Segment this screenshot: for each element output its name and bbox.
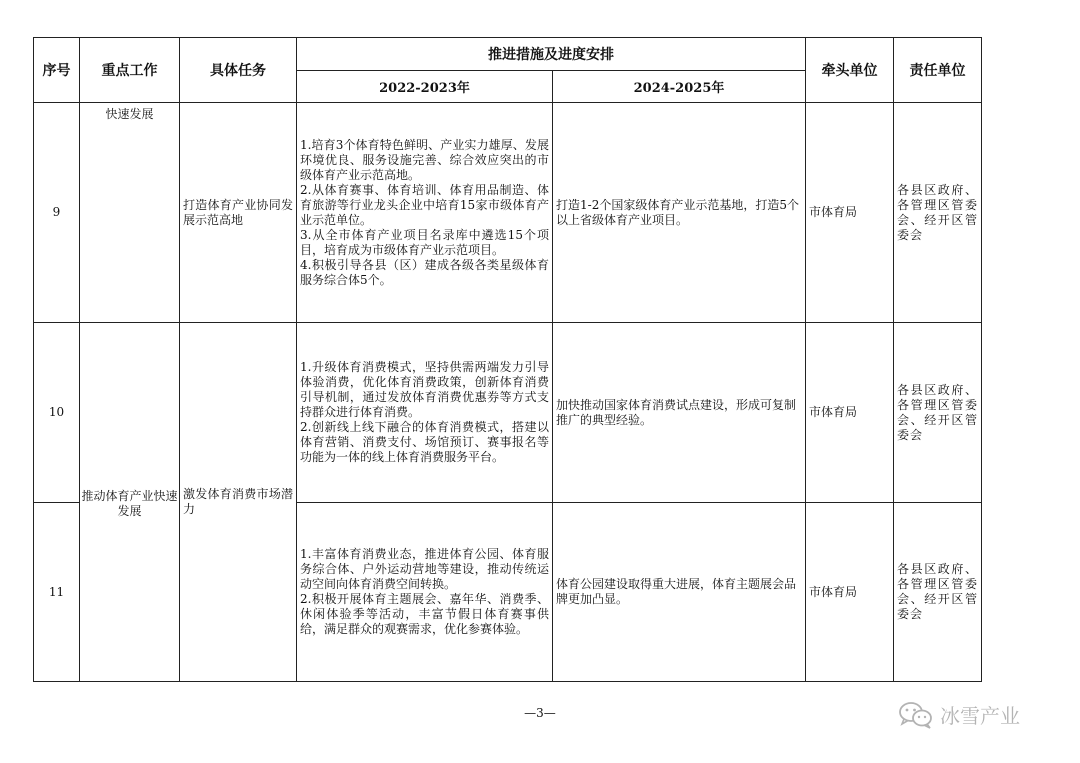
specific-task-cell: 激发体育消费市场潜力 (180, 323, 297, 682)
header-measures: 推进措施及进度安排 (297, 38, 806, 71)
header-specific-task: 具体任务 (180, 38, 297, 103)
measure-item: 1.培育3个体育特色鲜明、产业实力雄厚、发展环境优良、服务设施完善、综合效应突出的市级体育产业示范高地。 (300, 137, 549, 182)
resp-unit-cell: 各县区政府、各管理区管委会、经开区管委会 (894, 323, 982, 503)
measures-2024-cell: 打造1-2个国家级体育产业示范基地，打造5个以上省级体育产业项目。 (553, 103, 806, 323)
measures-2022-cell (297, 503, 553, 682)
measures-2024-cell: 加快推动国家体育消费试点建设，形成可复制推广的典型经验。 (553, 323, 806, 503)
wechat-icon (898, 701, 934, 729)
lead-unit-cell: 市体育局 (806, 323, 894, 503)
measure-item: 1.升级体育消费模式，坚持供需两端发力引导体验消费，优化体育消费政策，创新体育消费引导机制，通过发放体育消费优惠券等方式支持群众进行体育消费。 (300, 360, 549, 419)
table-row (34, 103, 982, 323)
key-work-cell: 推动体育产业快速发展 (80, 323, 180, 682)
watermark-text: 冰雪产业 (940, 704, 1020, 728)
lead-unit-cell: 市体育局 (806, 103, 894, 323)
header-row-1 (34, 38, 982, 71)
measures-2022-cell (297, 103, 553, 323)
header-period-2024: 2024-2025年 (553, 71, 806, 103)
measure-item: 3.从全市体育产业项目名录库中遴选15个项目，培育成为市级体育产业示范项目。 (300, 227, 549, 257)
resp-unit-cell: 各县区政府、各管理区管委会、经开区管委会 (894, 103, 982, 323)
measure-item: 2.创新线上线下融合的体育消费模式，搭建以体育营销、消费支付、场馆预订、赛事报名等功能为一体的线上体育消费服务平台。 (300, 420, 549, 464)
header-resp-unit: 责任单位 (894, 38, 982, 103)
row-number: 11 (34, 503, 80, 682)
row-number: 10 (34, 323, 80, 503)
measures-2024-cell: 体育公园建设取得重大进展，体育主题展会品牌更加凸显。 (553, 503, 806, 682)
specific-task-cell: 打造体育产业协同发展示范高地 (180, 103, 297, 323)
measure-item: 4.积极引导各县（区）建成各级各类星级体育服务综合体5个。 (300, 257, 549, 287)
header-period-2022: 2022-2023年 (297, 71, 553, 103)
measure-item: 1.丰富体育消费业态，推进体育公园、体育服务综合体、户外运动营地等建设，推动传统运动空间向体育消费空间转换。 (300, 547, 549, 591)
measures-2022-cell (297, 323, 553, 503)
page-number: —3— (524, 706, 556, 720)
lead-unit-cell: 市体育局 (806, 503, 894, 682)
row-number: 9 (34, 103, 80, 323)
plan-table (33, 37, 982, 682)
resp-unit-cell: 各县区政府、各管理区管委会、经开区管委会 (894, 503, 982, 682)
measure-item: 2.从体育赛事、体育培训、体育用品制造、体育旅游等行业龙头企业中培育15家市级体育产业示范单位。 (300, 182, 549, 227)
watermark (898, 700, 1020, 729)
table-row (34, 323, 982, 503)
header-lead-unit: 牵头单位 (806, 38, 894, 103)
header-no: 序号 (34, 38, 80, 103)
key-work-cell: 快速发展 (80, 103, 180, 323)
measure-item: 2.积极开展体育主题展会、嘉年华、消费季、休闲体验季等活动，丰富节假日体育赛事供给，满足群众的观赛需求，优化参赛体验。 (300, 592, 549, 636)
header-key-work: 重点工作 (80, 38, 180, 103)
